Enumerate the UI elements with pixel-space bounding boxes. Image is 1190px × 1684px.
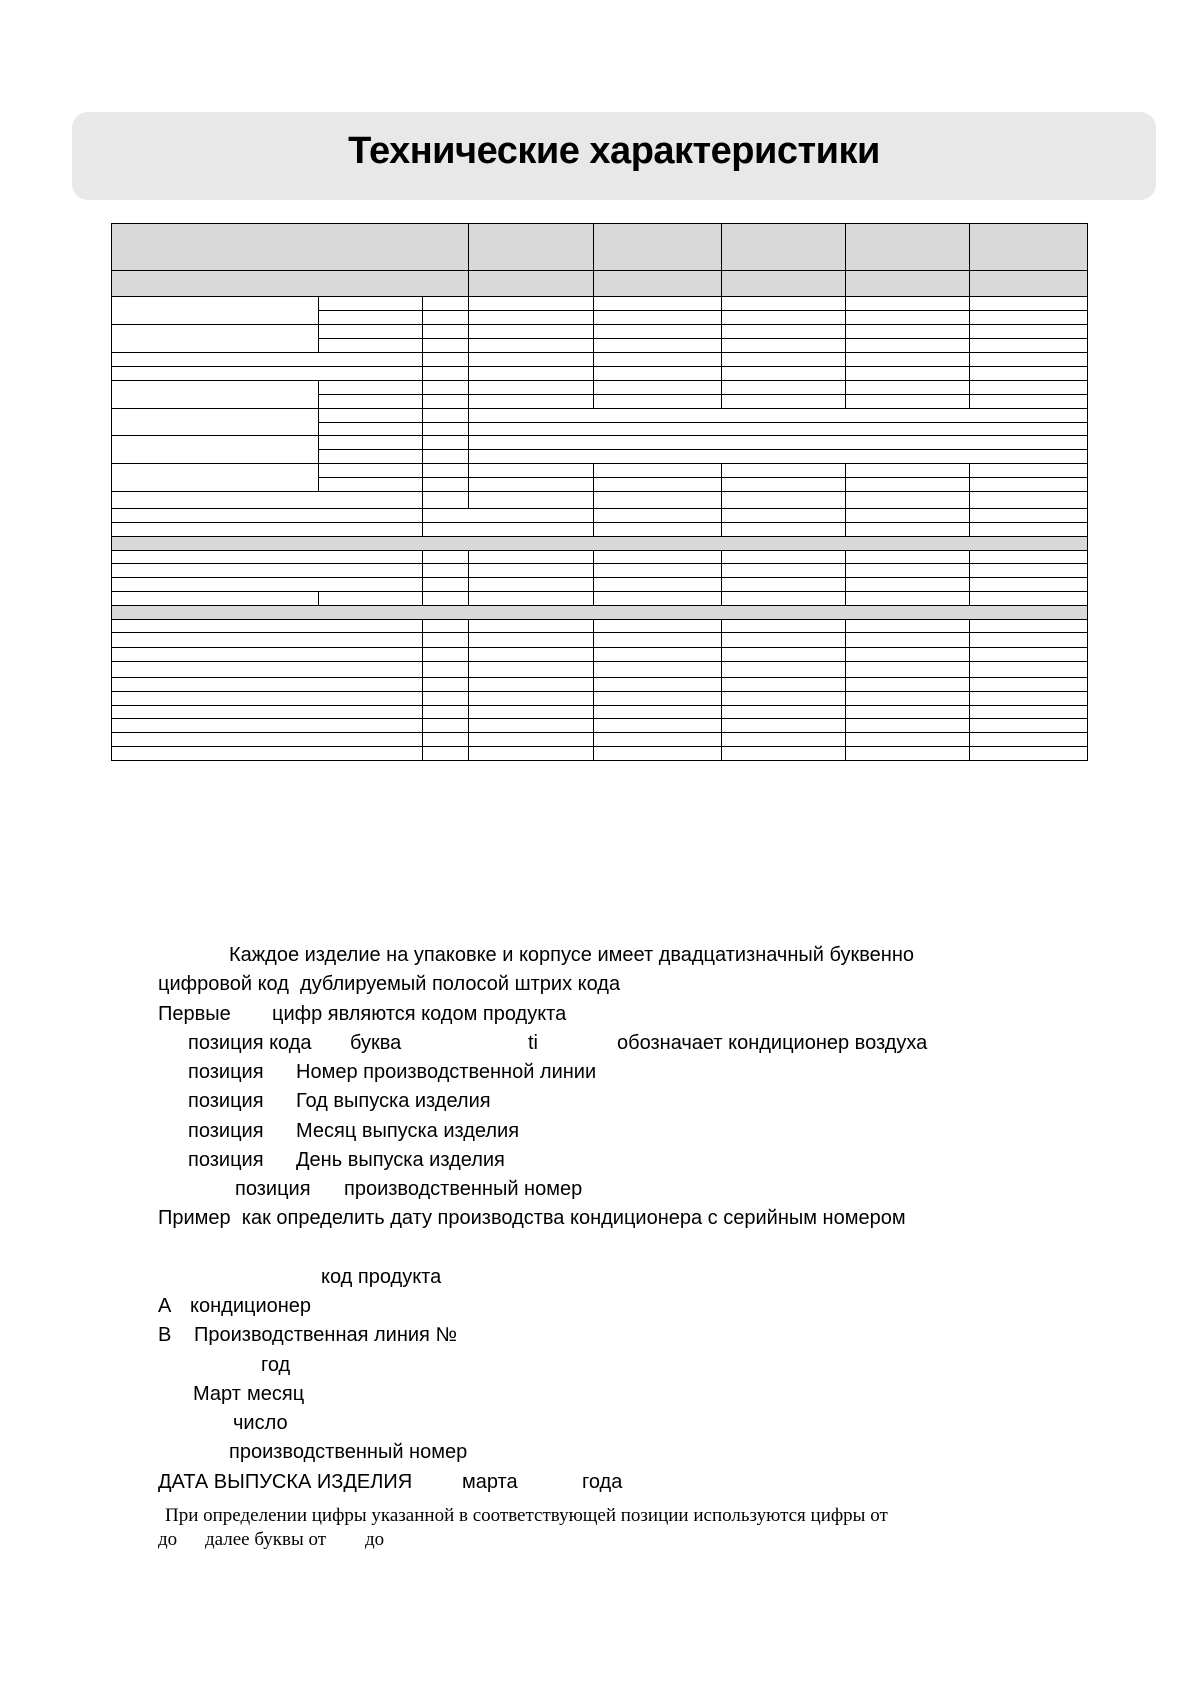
table-cell (593, 380, 722, 395)
table-cell (721, 691, 846, 706)
table-cell (422, 522, 594, 537)
table-cell (318, 394, 423, 409)
text-line: ДАТА ВЫПУСКА ИЗДЕЛИЯ (158, 1471, 413, 1493)
table-cell (845, 310, 970, 325)
table-cell (318, 408, 423, 423)
table-cell (969, 491, 1088, 509)
text-line: Март (193, 1383, 241, 1405)
table-cell (721, 718, 846, 733)
text-line: производственный номер (229, 1441, 468, 1463)
table-cell (422, 691, 469, 706)
table-header-cell (845, 223, 970, 271)
table-cell (721, 746, 846, 761)
table-cell (111, 352, 423, 367)
table-cell (111, 522, 423, 537)
table-cell (721, 296, 846, 311)
table-cell (969, 394, 1088, 409)
text-line: позиция (188, 1090, 264, 1112)
table-cell (969, 380, 1088, 395)
table-cell (111, 435, 319, 464)
table-cell (593, 366, 722, 381)
table-cell (468, 550, 594, 564)
table-cell (721, 647, 846, 662)
table-cell (593, 732, 722, 747)
table-cell (111, 591, 319, 606)
table-cell (468, 619, 594, 633)
table-cell (845, 296, 970, 311)
table-cell (845, 677, 970, 692)
table-cell (468, 394, 594, 409)
table-cell (468, 463, 594, 478)
table-cell (468, 449, 1088, 464)
table-cell (593, 324, 722, 339)
table-cell (111, 408, 319, 436)
table-cell (422, 491, 469, 509)
text-line: позиция (235, 1178, 311, 1200)
table-cell (721, 491, 846, 509)
table-cell (721, 463, 846, 478)
table-cell (111, 577, 423, 592)
text-line: месяц (247, 1383, 305, 1405)
table-cell (468, 746, 594, 761)
table-cell (422, 435, 469, 450)
table-cell (318, 422, 423, 436)
table-cell (721, 661, 846, 678)
table-cell (721, 563, 846, 578)
table-cell (422, 705, 469, 719)
table-cell (969, 477, 1088, 492)
table-cell (318, 380, 423, 395)
table-cell (845, 366, 970, 381)
table-cell (969, 718, 1088, 733)
table-cell (468, 661, 594, 678)
table-cell (468, 705, 594, 719)
table-cell (468, 352, 594, 367)
table-header-cell (111, 605, 1088, 620)
table-cell (845, 324, 970, 339)
table-cell (593, 296, 722, 311)
table-header-cell (111, 223, 469, 271)
table-cell (845, 491, 970, 509)
table-cell (422, 394, 469, 409)
table-cell (845, 661, 970, 678)
table-cell (422, 324, 469, 339)
table-cell (111, 746, 423, 761)
table-cell (468, 338, 594, 353)
table-cell (111, 647, 423, 662)
table-cell (593, 522, 722, 537)
table-cell (422, 508, 594, 523)
table-cell (318, 338, 423, 353)
text-line: В (158, 1324, 172, 1346)
table-cell (721, 366, 846, 381)
table-cell (111, 366, 423, 381)
table-cell (111, 632, 423, 648)
table-cell (721, 632, 846, 648)
table-cell (969, 591, 1088, 606)
table-cell (845, 746, 970, 761)
table-cell (111, 508, 423, 523)
table-cell (422, 577, 469, 592)
table-cell (468, 563, 594, 578)
table-cell (593, 619, 722, 633)
table-cell (318, 449, 423, 464)
table-cell (969, 508, 1088, 523)
table-cell (593, 352, 722, 367)
text-line: А (158, 1295, 172, 1317)
table-cell (468, 310, 594, 325)
text-line: буква (350, 1032, 402, 1054)
table-cell (845, 632, 970, 648)
table-cell (468, 296, 594, 311)
table-cell (111, 705, 423, 719)
table-cell (721, 394, 846, 409)
table-cell (969, 563, 1088, 578)
table-cell (593, 632, 722, 648)
page-title: Технические характеристики (348, 130, 880, 172)
table-cell (111, 491, 423, 509)
table-cell (593, 691, 722, 706)
table-cell (422, 380, 469, 395)
table-cell (969, 324, 1088, 339)
table-cell (422, 310, 469, 325)
table-cell (721, 591, 846, 606)
table-header-cell (721, 270, 846, 297)
table-cell (721, 522, 846, 537)
table-cell (111, 463, 319, 492)
table-cell (845, 619, 970, 633)
table-header-cell (111, 270, 469, 297)
table-cell (422, 647, 469, 662)
table-cell (468, 422, 1088, 436)
table-cell (721, 338, 846, 353)
table-cell (845, 352, 970, 367)
note-line: до (365, 1529, 385, 1550)
table-header-cell (111, 536, 1088, 551)
text-line: марта (462, 1471, 518, 1493)
table-cell (468, 491, 594, 509)
table-cell (969, 352, 1088, 367)
table-cell (845, 338, 970, 353)
table-cell (593, 563, 722, 578)
table-cell (593, 394, 722, 409)
table-cell (845, 647, 970, 662)
text-line: Пример как определить дату производства кондиционера с серийным номером (158, 1207, 906, 1229)
table-cell (845, 508, 970, 523)
table-header-cell (593, 223, 722, 271)
table-cell (111, 718, 423, 733)
text-line: код продукта (321, 1266, 442, 1288)
text-line: цифровой код дублируемый полосой штрих кода (158, 973, 621, 995)
table-header-cell (468, 223, 594, 271)
table-cell (593, 508, 722, 523)
table-cell (845, 394, 970, 409)
text-line: обозначает кондиционер воздуха (617, 1032, 928, 1054)
table-cell (111, 661, 423, 678)
table-cell (468, 408, 1088, 423)
table-cell (721, 677, 846, 692)
table-cell (845, 591, 970, 606)
table-header-cell (969, 223, 1088, 271)
table-cell (721, 619, 846, 633)
table-header-cell (593, 270, 722, 297)
table-cell (593, 718, 722, 733)
table-cell (845, 691, 970, 706)
table-cell (468, 477, 594, 492)
table-cell (111, 296, 319, 325)
table-cell (422, 338, 469, 353)
table-cell (111, 550, 423, 564)
table-cell (422, 591, 469, 606)
table-cell (422, 677, 469, 692)
table-cell (969, 619, 1088, 633)
table-cell (721, 705, 846, 719)
table-cell (593, 677, 722, 692)
table-cell (845, 732, 970, 747)
table-header-cell (845, 270, 970, 297)
table-cell (422, 632, 469, 648)
table-cell (318, 463, 423, 478)
table-cell (593, 550, 722, 564)
table-cell (845, 718, 970, 733)
text-line: цифр являются кодом продукта (272, 1003, 567, 1025)
table-cell (969, 296, 1088, 311)
table-cell (845, 463, 970, 478)
table-cell (422, 563, 469, 578)
table-cell (468, 691, 594, 706)
table-cell (721, 577, 846, 592)
table-cell (111, 563, 423, 578)
table-cell (468, 632, 594, 648)
table-cell (593, 338, 722, 353)
table-cell (593, 477, 722, 492)
table-cell (593, 577, 722, 592)
table-cell (845, 522, 970, 537)
table-header-cell (468, 270, 594, 297)
table-cell (969, 577, 1088, 592)
table-cell (969, 705, 1088, 719)
table-cell (969, 632, 1088, 648)
text-line: года (582, 1471, 623, 1493)
text-line: Год выпуска изделия (296, 1090, 491, 1112)
note-line: далее буквы от (205, 1529, 327, 1550)
text-line: позиция (188, 1149, 264, 1171)
text-line: Каждое изделие на упаковке и корпусе имеет двадцатизначный буквенно (229, 944, 914, 966)
table-cell (422, 661, 469, 678)
table-cell (468, 732, 594, 747)
table-cell (468, 718, 594, 733)
table-cell (111, 691, 423, 706)
table-cell (969, 691, 1088, 706)
table-cell (845, 477, 970, 492)
table-cell (422, 746, 469, 761)
table-header-cell (721, 223, 846, 271)
table-cell (969, 661, 1088, 678)
specifications-table (0, 0, 1190, 800)
text-line: Номер производственной линии (296, 1061, 597, 1083)
table-cell (318, 310, 423, 325)
table-cell (468, 591, 594, 606)
table-cell (111, 677, 423, 692)
text-line: позиция кода (188, 1032, 312, 1054)
table-cell (969, 366, 1088, 381)
table-cell (969, 463, 1088, 478)
table-cell (969, 550, 1088, 564)
table-cell (422, 477, 469, 492)
table-cell (318, 296, 423, 311)
text-line: число (233, 1412, 288, 1434)
table-cell (721, 324, 846, 339)
table-cell (422, 408, 469, 423)
table-cell (468, 380, 594, 395)
table-cell (422, 619, 469, 633)
text-line: Производственная линия № (194, 1324, 457, 1346)
table-cell (593, 463, 722, 478)
note-line: до (158, 1529, 178, 1550)
table-cell (318, 324, 423, 339)
table-cell (468, 366, 594, 381)
table-cell (111, 324, 319, 353)
table-cell (318, 591, 423, 606)
table-cell (721, 352, 846, 367)
table-cell (969, 338, 1088, 353)
table-cell (318, 477, 423, 492)
text-line: кондиционер (190, 1295, 312, 1317)
table-cell (969, 677, 1088, 692)
text-line: ti (528, 1032, 538, 1054)
text-line: Первые (158, 1003, 231, 1025)
table-cell (969, 522, 1088, 537)
table-cell (111, 732, 423, 747)
table-cell (845, 577, 970, 592)
table-cell (422, 463, 469, 478)
table-cell (468, 324, 594, 339)
note-line: При определении цифры указанной в соответствующей позиции используются цифры от (165, 1505, 888, 1526)
table-cell (593, 491, 722, 509)
text-line: Месяц выпуска изделия (296, 1120, 520, 1142)
table-cell (721, 508, 846, 523)
table-cell (969, 647, 1088, 662)
table-cell (468, 677, 594, 692)
table-cell (422, 366, 469, 381)
text-line: год (261, 1354, 291, 1376)
table-cell (593, 591, 722, 606)
table-cell (721, 732, 846, 747)
text-line: позиция (188, 1120, 264, 1142)
table-cell (422, 296, 469, 311)
text-line: позиция (188, 1061, 264, 1083)
table-cell (593, 310, 722, 325)
table-cell (111, 380, 319, 409)
table-cell (845, 550, 970, 564)
table-cell (422, 718, 469, 733)
table-cell (593, 705, 722, 719)
table-cell (845, 705, 970, 719)
table-cell (468, 577, 594, 592)
table-cell (318, 435, 423, 450)
text-line: производственный номер (344, 1178, 583, 1200)
table-cell (422, 449, 469, 464)
table-cell (969, 746, 1088, 761)
table-cell (845, 380, 970, 395)
table-cell (593, 746, 722, 761)
table-cell (593, 661, 722, 678)
table-header-cell (969, 270, 1088, 297)
table-cell (422, 550, 469, 564)
table-cell (721, 550, 846, 564)
table-cell (422, 732, 469, 747)
table-cell (969, 732, 1088, 747)
table-cell (721, 477, 846, 492)
table-cell (593, 647, 722, 662)
table-cell (468, 435, 1088, 450)
table-cell (969, 310, 1088, 325)
text-line: День выпуска изделия (296, 1149, 505, 1171)
table-cell (422, 422, 469, 436)
table-cell (845, 563, 970, 578)
table-cell (468, 647, 594, 662)
table-cell (721, 310, 846, 325)
table-cell (111, 619, 423, 633)
table-cell (721, 380, 846, 395)
table-cell (422, 352, 469, 367)
